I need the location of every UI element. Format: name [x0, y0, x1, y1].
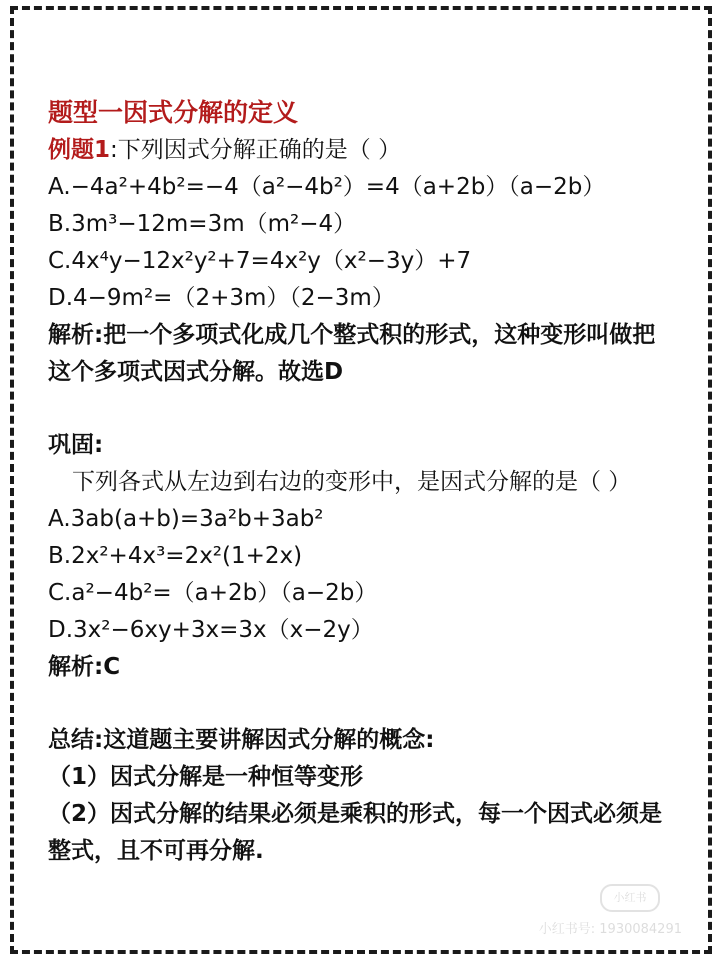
summary-point-1: （1）因式分解是一种恒等变形 — [48, 764, 364, 790]
example-question-text: :下列因式分解正确的是（ ） — [110, 137, 402, 163]
watermark-logo: 小红书 — [600, 884, 660, 912]
section-title: 题型一因式分解的定义 — [48, 98, 299, 127]
practice-label: 巩固: — [48, 432, 104, 458]
spacer — [48, 686, 678, 722]
document-content — [48, 94, 678, 870]
practice-question: 下列各式从左边到右边的变形中，是因式分解的是（ ） — [72, 469, 632, 495]
example-option-a: A.−4a²+4b²=−4（a²−4b²）=4（a+2b）（a−2b） — [48, 174, 606, 200]
example-label: 例题1 — [48, 137, 111, 163]
watermark — [520, 878, 690, 938]
example-question — [48, 132, 678, 169]
summary-point-2: （2）因式分解的结果必须是乘积的形式，每一个因式必须是整式，且不可再分解. — [48, 801, 663, 864]
example-analysis-text: :把一个多项式化成几个整式积的形式，这种变形叫做把这个多项式因式分解。故选D — [48, 322, 656, 385]
example-analysis — [48, 317, 678, 391]
practice-option-c: C.a²−4b²=（a+2b）（a−2b） — [48, 580, 378, 606]
example-analysis-label: 解析 — [48, 322, 94, 348]
practice-option-d: D.3x²−6xy+3x=3x（x−2y） — [48, 617, 374, 643]
example-option-b: B.3m³−12m=3m（m²−4） — [48, 211, 357, 237]
watermark-text: 小红书号: 1930084291 — [538, 922, 682, 937]
example-option-c: C.4x⁴y−12x²y²+7=4x²y（x²−3y）+7 — [48, 248, 472, 274]
spacer — [48, 391, 678, 427]
practice-answer: 解析:C — [48, 654, 121, 680]
example-option-d: D.4−9m²=（2+3m）（2−3m） — [48, 285, 395, 311]
practice-option-b: B.2x²+4x³=2x²(1+2x) — [48, 543, 303, 569]
practice-option-a: A.3ab(a+b)=3a²b+3ab² — [48, 506, 324, 532]
summary-heading: 总结:这道题主要讲解因式分解的概念: — [48, 727, 435, 753]
